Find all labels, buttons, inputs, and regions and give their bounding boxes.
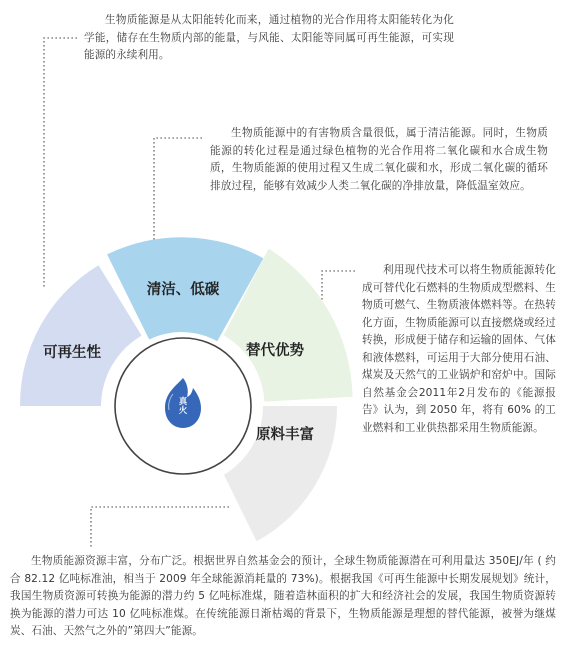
segment-label-clean: 清洁、低碳 (146, 282, 220, 298)
paragraph-renewable: 生物质能源是从太阳能转化而来，通过植物的光合作用将太阳能转化为化学能，储存在生物质内部的能量，与风能、太阳能等同属可再生能源，可实现能源的永续利用。 (84, 14, 454, 61)
segment-label-renewable: 可再生性 (43, 345, 101, 361)
logo-label: 真火 (178, 397, 188, 416)
segment-label-substitute: 替代优势 (246, 343, 304, 359)
segment-label-abundant: 原料丰富 (256, 427, 314, 443)
connector-clean (154, 138, 202, 243)
paragraph-clean: 生物质能源中的有害物质含量很低，属于清洁能源。同时，生物质能源的转化过程是通过绿色植物的光合作用将二氧化碳和水合成生物质，生物质能源的使用过程又生成二氧化碳和水，形成二氧化碳的循环排放过程，能够有效减少人类二氧化碳的净排放量，降低温室效应。 (210, 127, 548, 192)
paragraph-abundant: 生物质能源资源丰富，分布广泛。根据世界自然基金会的预计，全球生物质能源潜在可利用量达 350EJ/年 ( 约合 82.12 亿吨标准油，相当于 2009 年全球能源消耗量的 73%)。根据我国《可再生能源中长期发展规划》统计，我国生物质资源可转换为能源的潜力约 5 亿吨标准煤，随着造林面积的扩大和经济社会的发展，我国生物质资源转换为能源的潜力可达 10 亿吨标准煤。在传统能源日渐枯竭的背景下，生物质能源是理想的替代能源，被誉为继煤炭、石油、天然气之外的”第四大”能源。 (10, 555, 556, 637)
connector-abundant (91, 507, 229, 548)
connector-renewable (44, 38, 77, 288)
paragraph-substitute: 利用现代技术可以将生物质能源转化成可替代化石燃料的生物质成型燃料、生物质可燃气、生物质液体燃料等。在热转化方面，生物质能源可以直接燃烧或经过转换，形成便于储存和运输的固体、气体和液体燃料，可运用于大部分使用石油、煤炭及天然气的工业锅炉和窑炉中。国际自然基金会2011年2月发布的《能源报告》认为，到 2050 年，将有 60% 的工业燃料和工业供热都采用生物质能源。 (362, 264, 556, 434)
